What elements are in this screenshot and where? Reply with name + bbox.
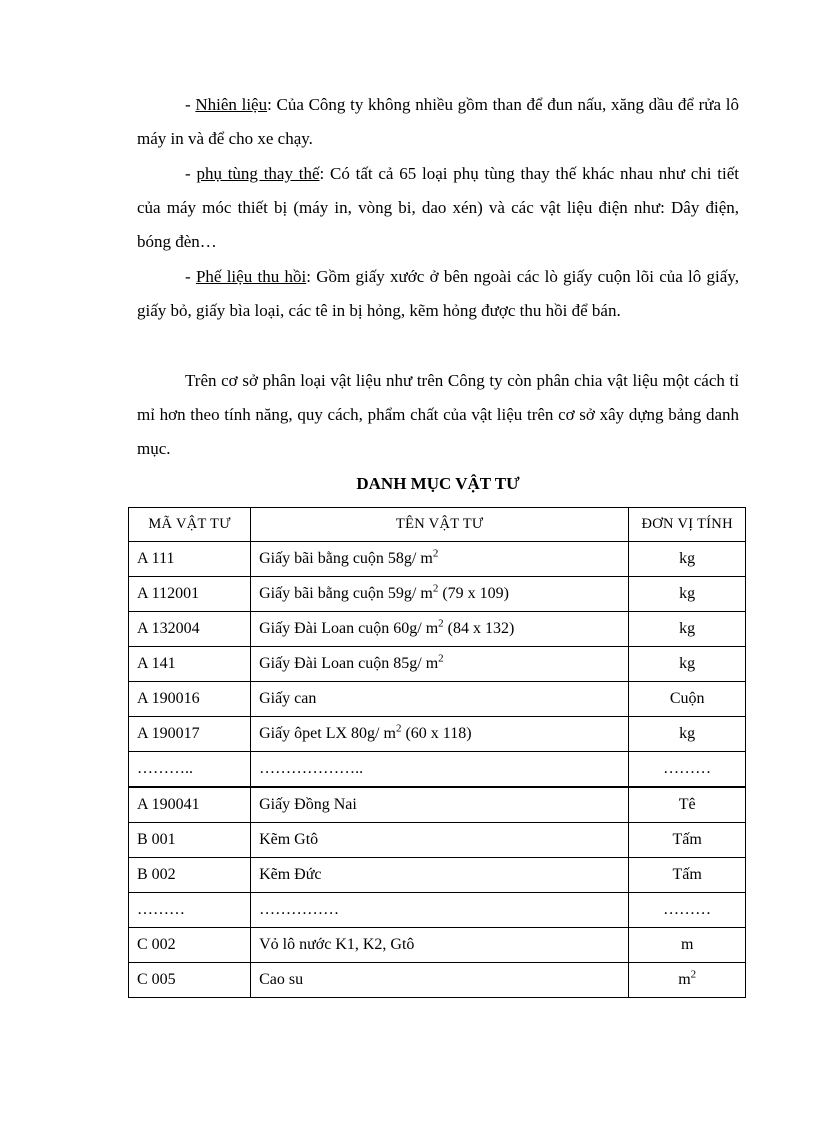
cell-ma-vat-tu: A 141 — [129, 647, 251, 682]
paragraph-phu-tung-text: : Có tất cả 65 loại phụ tùng thay thế khác nhau như chi tiết của máy móc thiết bị (máy in, vòng bi, dao xén) và các vật liệu điện như: Dây điện, bóng đèn… — [137, 164, 740, 252]
cell-don-vi-tinh — [629, 577, 746, 612]
cell-ten-vat-tu-text: Vỏ lô nước K1, K2, Gtô — [259, 936, 415, 953]
cell-don-vi-tinh-text: kg — [679, 655, 696, 672]
cell-don-vi-tinh — [629, 963, 746, 998]
header-ma-vat-tu: MÃ VẬT TƯ — [129, 508, 251, 542]
paragraph-phe-lieu: - Phế liệu thu hồi: Gồm giấy xước ở bên ngoài các lò giấy cuộn lõi của lô giấy, giấy bỏ, giấy bìa loại, các tê in bị hỏng, kẽm hỏng được thu hồi để bán. — [137, 267, 739, 321]
cell-ten-vat-tu — [251, 682, 629, 717]
cell-don-vi-tinh — [629, 682, 746, 717]
table-row — [129, 577, 746, 612]
cell-ten-vat-tu-text: Giấy Đồng Nai — [259, 796, 357, 813]
cell-ten-vat-tu — [251, 858, 629, 893]
cell-ten-vat-tu — [251, 787, 629, 823]
cell-ten-vat-tu-text: Cao su — [259, 971, 304, 988]
cell-don-vi-tinh-text: kg — [679, 725, 696, 742]
cell-don-vi-tinh — [629, 612, 746, 647]
cell-don-vi-tinh-text: m — [678, 971, 691, 988]
cell-ten-vat-tu — [251, 612, 629, 647]
table-row — [129, 682, 746, 717]
cell-don-vi-tinh-text: m — [680, 936, 694, 953]
table-row — [129, 963, 746, 998]
table-row — [129, 612, 746, 647]
term-phu-tung: phụ tùng thay thế — [196, 164, 320, 183]
cell-ten-vat-tu — [251, 577, 629, 612]
paragraph-phan-loai — [137, 364, 739, 467]
cell-don-vi-tinh — [629, 787, 746, 823]
cell-ma-vat-tu: ……… — [129, 893, 251, 928]
cell-don-vi-tinh — [629, 717, 746, 752]
cell-don-vi-tinh-text: ……… — [663, 760, 712, 777]
cell-don-vi-tinh-text: Tấm — [672, 866, 702, 883]
cell-ten-vat-tu — [251, 717, 629, 752]
cell-don-vi-tinh — [629, 752, 746, 788]
table-row — [129, 787, 746, 823]
cell-ma-vat-tu: A 190016 — [129, 682, 251, 717]
cell-ten-vat-tu-text: Giấy bãi bằng cuộn 59g/ m — [259, 585, 433, 602]
cell-ten-vat-tu — [251, 823, 629, 858]
cell-ten-vat-tu-superscript: 2 — [438, 617, 444, 630]
cell-ma-vat-tu: A 112001 — [129, 577, 251, 612]
cell-ma-vat-tu: C 002 — [129, 928, 251, 963]
table-header-row — [129, 508, 746, 542]
cell-don-vi-tinh-text: kg — [679, 585, 696, 602]
materials-table — [128, 507, 746, 998]
cell-ten-vat-tu-text: Giấy Đài Loan cuộn 60g/ m — [259, 620, 439, 637]
cell-don-vi-tinh — [629, 823, 746, 858]
cell-ten-vat-tu — [251, 928, 629, 963]
cell-ma-vat-tu: B 002 — [129, 858, 251, 893]
table-title: DANH MỤC VẬT TƯ — [356, 474, 520, 493]
cell-don-vi-tinh-text: kg — [679, 550, 696, 567]
cell-ten-vat-tu-text: Giấy Đài Loan cuộn 85g/ m — [259, 655, 439, 672]
term-nhien-lieu: Nhiên liệu — [195, 95, 268, 114]
cell-don-vi-tinh-text: ……… — [663, 901, 712, 918]
table-row — [129, 647, 746, 682]
cell-ma-vat-tu: A 190041 — [129, 787, 251, 823]
cell-ten-vat-tu-tail: (60 x 118) — [401, 725, 472, 742]
cell-ten-vat-tu-superscript: 2 — [432, 547, 439, 560]
cell-don-vi-tinh-superscript: 2 — [690, 968, 697, 981]
cell-ten-vat-tu-text: Giấy can — [259, 690, 317, 707]
paragraph-phu-tung: - phụ tùng thay thế: Có tất cả 65 loại phụ tùng thay thế khác nhau như chi tiết của máy móc thiết bị (máy in, vòng bi, dao xén) và các vật liệu điện như: Dây điện, bóng đèn… — [137, 164, 740, 252]
cell-don-vi-tinh-text: Cuộn — [669, 690, 705, 707]
paragraph-phe-lieu-text: : Gồm giấy xước ở bên ngoài các lò giấy cuộn lõi của lô giấy, giấy bỏ, giấy bìa loại, các tê in bị hỏng, kẽm hỏng được thu hồi để bán. — [137, 267, 739, 321]
table-row — [129, 928, 746, 963]
cell-don-vi-tinh-text: Tê — [678, 796, 696, 813]
cell-ten-vat-tu-superscript: 2 — [395, 722, 402, 735]
table-row — [129, 893, 746, 928]
table-row — [129, 823, 746, 858]
cell-ma-vat-tu: ……….. — [129, 752, 251, 788]
cell-don-vi-tinh-text: Tấm — [672, 831, 702, 848]
cell-don-vi-tinh-text: kg — [679, 620, 696, 637]
cell-ten-vat-tu — [251, 893, 629, 928]
cell-ten-vat-tu-tail: (79 x 109) — [438, 585, 509, 602]
paragraph-nhien-lieu: - Nhiên liệu: Của Công ty không nhiều gồm than để đun nấu, xăng dầu để rửa lô máy in và để cho xe chạy. — [137, 95, 739, 149]
cell-ten-vat-tu — [251, 963, 629, 998]
cell-don-vi-tinh — [629, 858, 746, 893]
header-don-vi-tinh: ĐƠN VỊ TÍNH — [629, 508, 746, 542]
header-ten-vat-tu: TÊN VẬT TƯ — [251, 508, 629, 542]
table-row — [129, 542, 746, 577]
cell-ma-vat-tu: B 001 — [129, 823, 251, 858]
cell-don-vi-tinh — [629, 928, 746, 963]
cell-ten-vat-tu-text: Giấy bãi bằng cuộn 58g/ m — [259, 550, 433, 567]
cell-ten-vat-tu-superscript: 2 — [438, 652, 444, 665]
cell-ten-vat-tu — [251, 647, 629, 682]
cell-don-vi-tinh — [629, 542, 746, 577]
cell-ma-vat-tu: A 111 — [129, 542, 251, 577]
cell-ten-vat-tu-text: ……………….. — [259, 760, 364, 777]
cell-ten-vat-tu-superscript: 2 — [432, 582, 439, 595]
cell-ten-vat-tu-text: Giấy ôpet LX 80g/ m — [259, 725, 396, 742]
paragraph-phan-loai-text: Trên cơ sở phân loại vật liệu như trên Công ty còn phân chia vật liệu một cách tỉ mỉ hơn theo tính năng, quy cách, phẩm chất của vật liệu trên cơ sở xây dựng bảng danh mục. — [137, 371, 739, 459]
cell-ten-vat-tu-tail: (84 x 132) — [443, 620, 515, 637]
cell-don-vi-tinh — [629, 893, 746, 928]
term-phe-lieu: Phế liệu thu hồi — [195, 267, 307, 286]
cell-ten-vat-tu-text: …………… — [259, 901, 340, 918]
cell-ma-vat-tu: A 190017 — [129, 717, 251, 752]
paragraph-nhien-lieu-text: : Của Công ty không nhiều gồm than để đun nấu, xăng dầu để rửa lô máy in và để cho xe chạy. — [137, 95, 739, 149]
cell-ten-vat-tu — [251, 752, 629, 788]
cell-ten-vat-tu-text: Kẽm Đức — [259, 866, 322, 883]
cell-ten-vat-tu-text: Kẽm Gtô — [259, 831, 319, 848]
table-row — [129, 752, 746, 788]
table-row — [129, 858, 746, 893]
cell-ten-vat-tu — [251, 542, 629, 577]
cell-ma-vat-tu: A 132004 — [129, 612, 251, 647]
table-row — [129, 717, 746, 752]
cell-ma-vat-tu: C 005 — [129, 963, 251, 998]
cell-don-vi-tinh — [629, 647, 746, 682]
